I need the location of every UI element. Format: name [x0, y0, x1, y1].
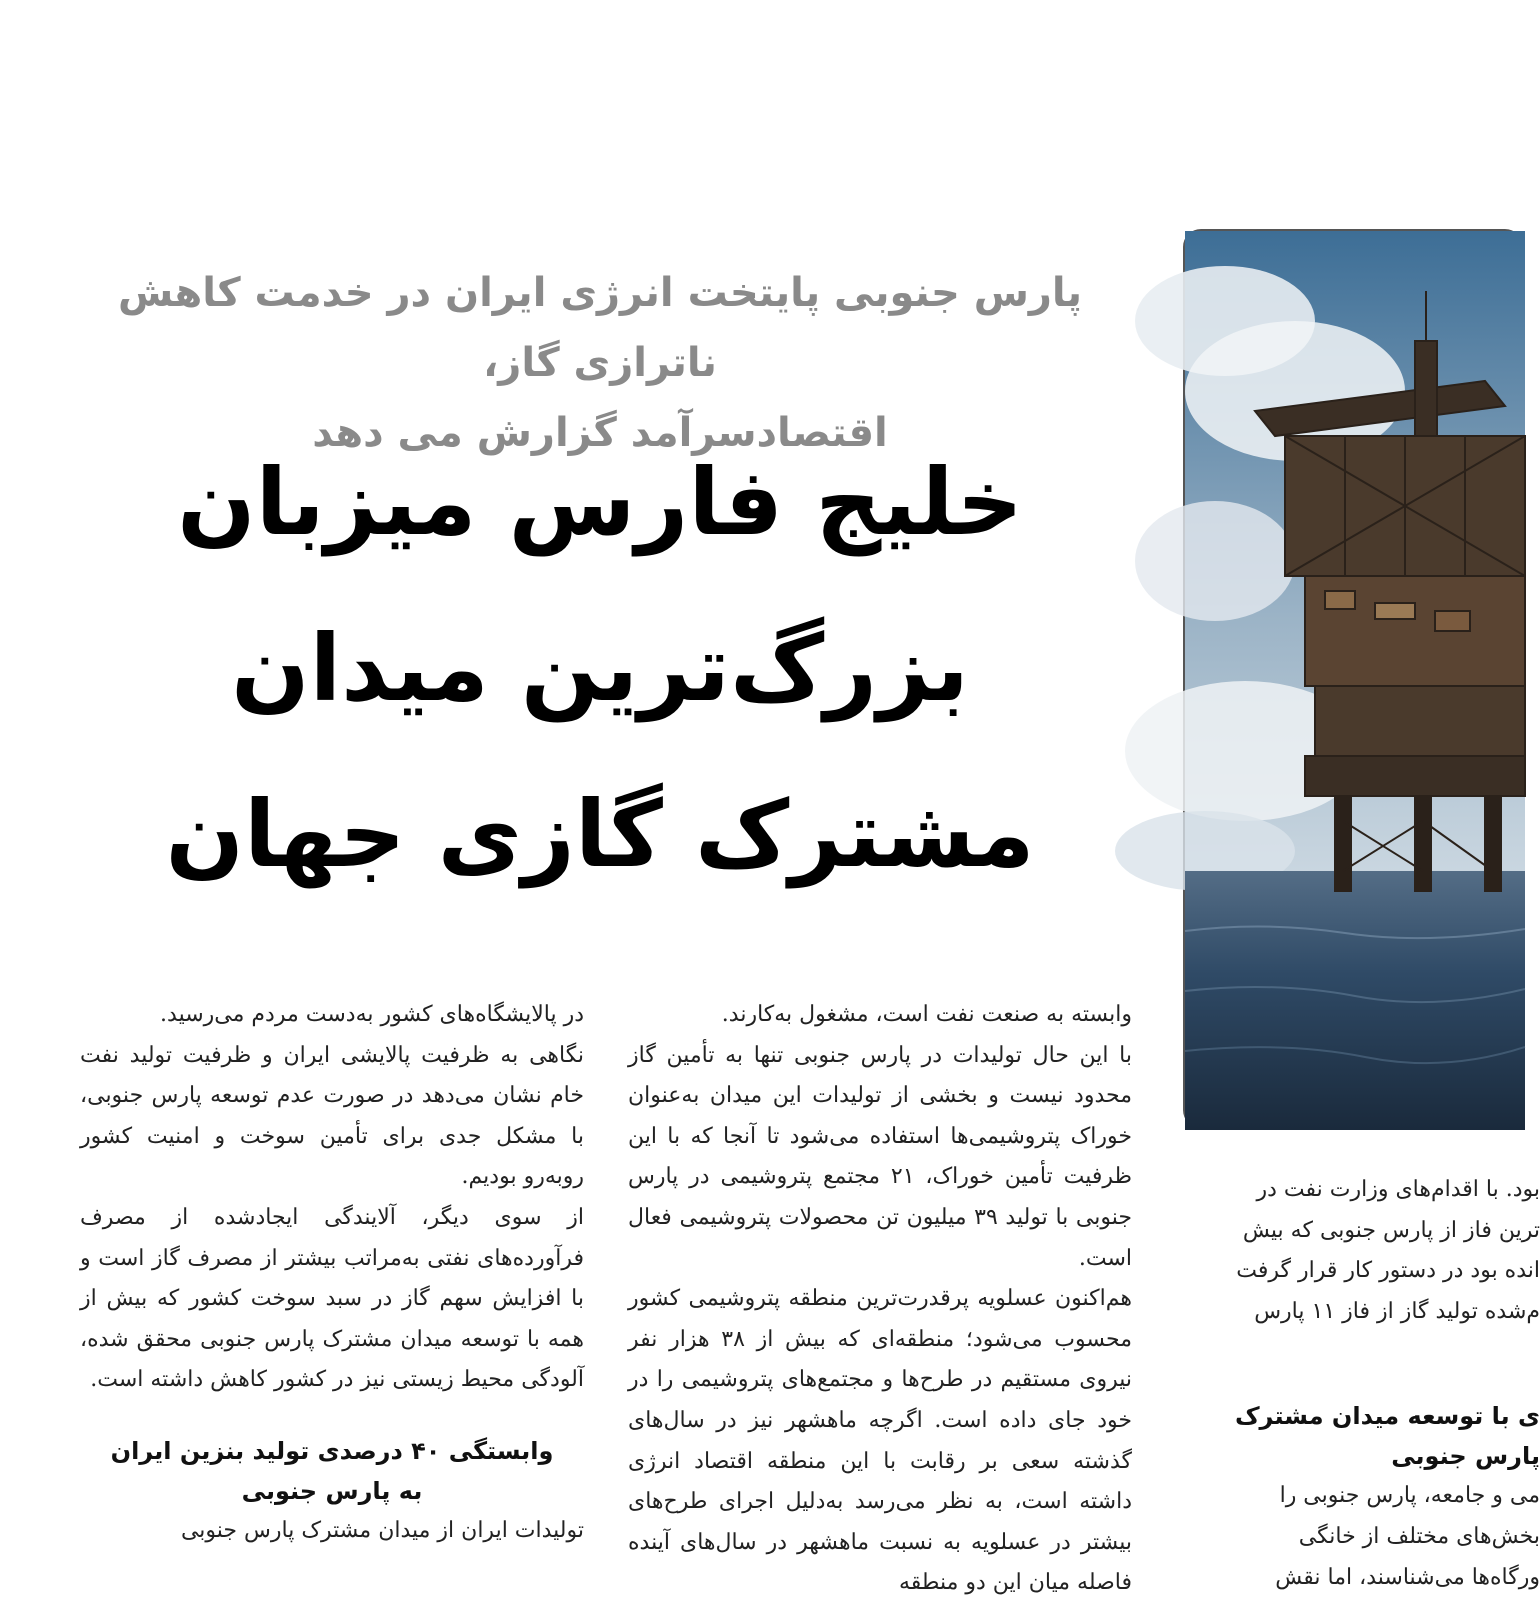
text-line: می و جامعه، پارس جنوبی را — [1279, 1483, 1540, 1509]
paragraph: از سوی دیگر، آلایندگی ایجادشده از مصرف فرآورده‌های نفتی به‌مراتب بیشتر از مصرف گاز است و با افزایش سهم گاز در سبد سوخت کشور که بیش از همه با توسعه میدان مشترک پارس جنوبی محقق شده، آلودگی محیط زیستی نیز در کشور کاهش داشته است. — [80, 1204, 584, 1393]
article-column-far-right — [1180, 1170, 1540, 1598]
text-line: انده بود در دستور کار قرار گرفت — [1236, 1258, 1540, 1284]
text-line: ترین فاز از پارس جنوبی که بیش — [1242, 1217, 1540, 1243]
paragraph: در پالایشگاه‌های کشور به‌دست مردم می‌رسید. — [160, 1002, 584, 1027]
text-line: م‌شده تولید گاز از فاز ۱۱ پارس — [1254, 1298, 1540, 1324]
section-subhead — [1180, 1396, 1540, 1476]
text-line: بود. با اقدام‌های وزارت نفت در — [1256, 1177, 1540, 1202]
text-line: ورگاه‌ها می‌شناسند، اما نقش — [1275, 1564, 1540, 1590]
paragraph: نگاهی به ظرفیت پالایشی ایران و ظرفیت تولید نفت خام نشان می‌دهد در صورت عدم توسعه پارس جنوبی، با مشکل جدی برای تأمین سوخت و امنیت کشور روبه‌رو بودیم. — [80, 1042, 584, 1190]
paragraph: تولیدات ایران از میدان مشترک پارس جنوبی — [180, 1517, 584, 1543]
article-column-left — [80, 995, 584, 1552]
kicker-line-1: پارس جنوبی پایتخت انرژی ایران در خدمت کاهش ناترازی گاز، — [118, 270, 1082, 386]
subhead-line-1: وابستگی ۴۰ درصدی تولید بنزین ایران — [110, 1436, 554, 1465]
headline — [150, 420, 1050, 918]
paragraph: هم‌اکنون عسلویه پرقدرت‌ترین منطقه پتروشیمی کشور محسوب می‌شود؛ منطقه‌ای که بیش از ۳۸ هزار نفر نیروی مستقیم در طرح‌ها و مجتمع‌های پتروشیمی را در خود جای داده است. اگرچه ماهشهر نیز در سال‌های گذشته سعی بر رقابت با این منطقه اقتصاد انرژی داشته است، به نظر می‌رسد به‌دلیل اجرای طرح‌های بیشتر در عسلویه به نسبت ماهشهر در سال‌های آینده فاصله میان این دو منطقه — [628, 1286, 1132, 1596]
text-line: بخش‌های مختلف از خانگی — [1298, 1523, 1540, 1549]
offshore-platform-icon — [1185, 231, 1525, 1130]
subhead-line-2: پارس جنوبی — [1391, 1442, 1540, 1471]
paragraph: با این حال تولیدات در پارس جنوبی تنها به تأمین گاز محدود نیست و بخشی از تولیدات این میدان به‌عنوان خوراک پتروشیمی‌ها استفاده می‌شود تا آنجا که با این ظرفیت تأمین خوراک، ۲۱ مجتمع پتروشیمی در پارس جنوبی با تولید ۳۹ میلیون تن محصولات پتروشیمی فعال است. — [628, 1042, 1133, 1271]
article-column-right — [628, 995, 1132, 1604]
paragraph: وابسته به صنعت نفت است، مشغول به‌کارند. — [721, 1002, 1132, 1027]
headline-line-3: مشترک گازی جهان — [165, 781, 1035, 888]
subhead-line-1: ی با توسعه میدان مشترک — [1234, 1402, 1540, 1431]
headline-line-2: بزرگ‌ترین میدان — [231, 615, 969, 722]
kicker-line-2: اقتصادسرآمد گزارش می دهد — [312, 410, 888, 456]
subhead-line-2: به پارس جنوبی — [241, 1476, 423, 1505]
headline-line-1: خلیج فارس میزبان — [177, 449, 1023, 556]
section-subhead — [80, 1431, 584, 1511]
offshore-platform-photo — [1183, 229, 1523, 1128]
